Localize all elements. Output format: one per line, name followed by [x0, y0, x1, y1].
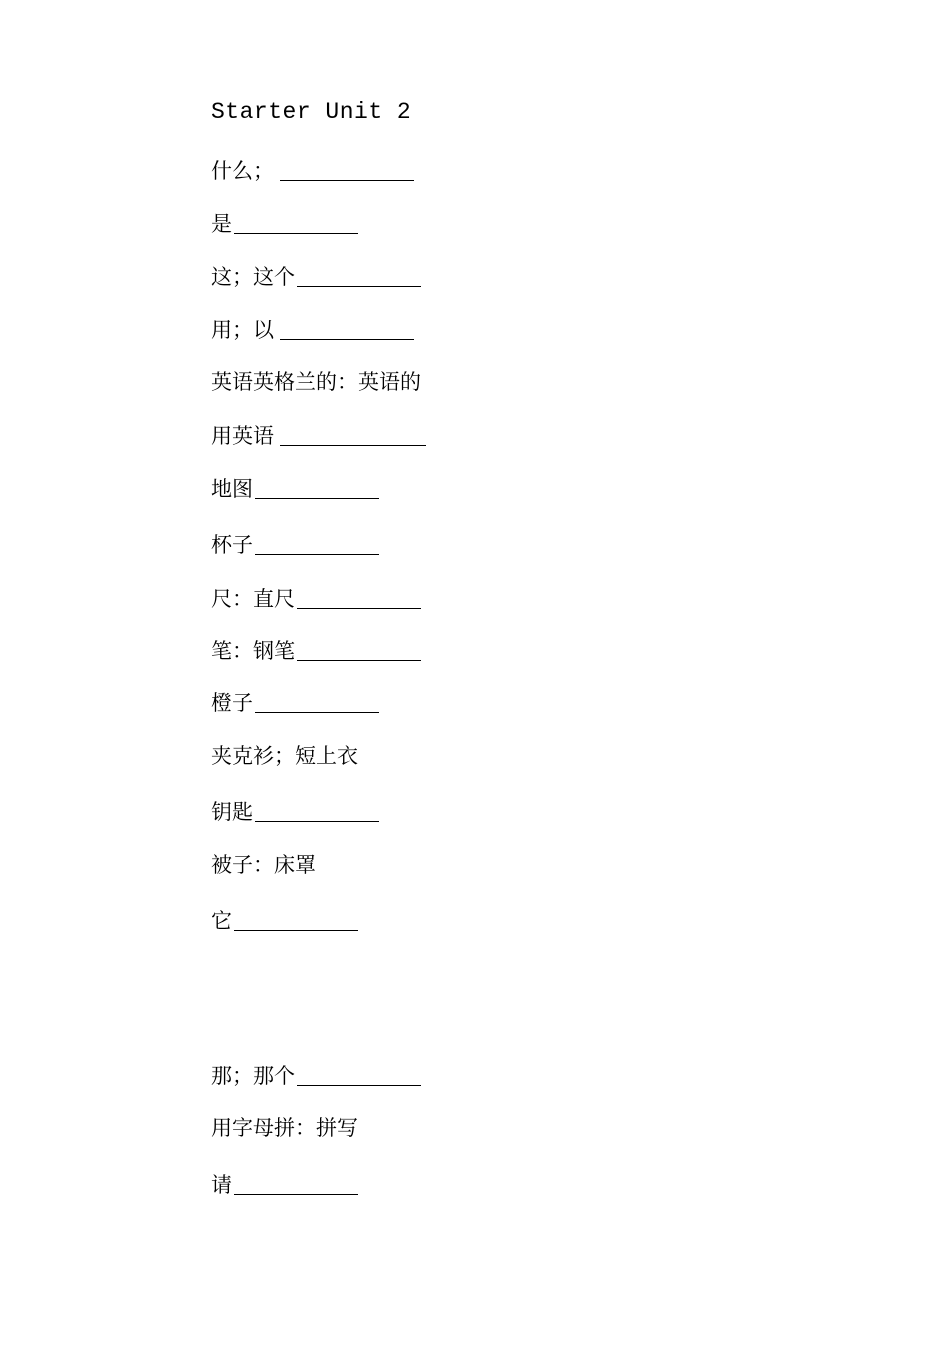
answer-blank: [280, 160, 414, 181]
answer-blank: [280, 425, 426, 446]
vocab-prompt: 钥匙: [211, 800, 253, 824]
vocab-line: [211, 586, 421, 612]
vocab-prompt: 用字母拼：拼写: [211, 1116, 358, 1140]
vocab-line: [211, 852, 316, 878]
vocab-prompt: 夹克衫；短上衣: [211, 744, 358, 768]
vocab-line: [211, 158, 414, 184]
vocab-prompt: 用英语: [211, 424, 274, 448]
vocab-line: [211, 317, 414, 343]
answer-blank: [255, 801, 379, 822]
vocab-line: [211, 690, 379, 716]
answer-blank: [234, 910, 358, 931]
answer-blank: [297, 588, 421, 609]
vocab-line: [211, 264, 421, 290]
answer-blank: [297, 640, 421, 661]
vocab-line: [211, 1115, 358, 1141]
answer-blank: [280, 319, 414, 340]
vocab-prompt: 请: [211, 1173, 232, 1197]
vocab-line: [211, 743, 358, 769]
vocab-line: [211, 423, 426, 449]
vocab-line: [211, 369, 421, 395]
answer-blank: [255, 478, 379, 499]
answer-blank: [234, 213, 358, 234]
vocab-prompt: 地图: [211, 477, 253, 501]
answer-blank: [234, 1174, 358, 1195]
answer-blank: [297, 266, 421, 287]
vocab-prompt: 橙子: [211, 691, 253, 715]
vocab-line: [211, 638, 421, 664]
vocab-line: [211, 211, 358, 237]
answer-blank: [255, 534, 379, 555]
document-title: Starter Unit 2: [211, 99, 412, 125]
vocab-line: [211, 476, 379, 502]
vocab-line: [211, 799, 379, 825]
vocab-prompt: 它: [211, 909, 232, 933]
vocab-prompt: 是: [211, 212, 232, 236]
vocab-line: [211, 908, 358, 934]
vocab-prompt: 尺：直尺: [211, 587, 295, 611]
vocab-line: [211, 532, 379, 558]
vocab-prompt: 这；这个: [211, 265, 295, 289]
answer-blank: [255, 692, 379, 713]
vocab-prompt: 杯子: [211, 533, 253, 557]
vocab-prompt: 被子：床罩: [211, 853, 316, 877]
answer-blank: [297, 1065, 421, 1086]
vocab-line: [211, 1063, 421, 1089]
vocab-prompt: 笔：钢笔: [211, 639, 295, 663]
vocab-line: [211, 1172, 358, 1198]
vocab-prompt: 什么；: [211, 159, 274, 183]
vocab-prompt: 用；以: [211, 318, 274, 342]
vocab-prompt: 那；那个: [211, 1064, 295, 1088]
vocab-prompt: 英语英格兰的：英语的: [211, 370, 421, 394]
